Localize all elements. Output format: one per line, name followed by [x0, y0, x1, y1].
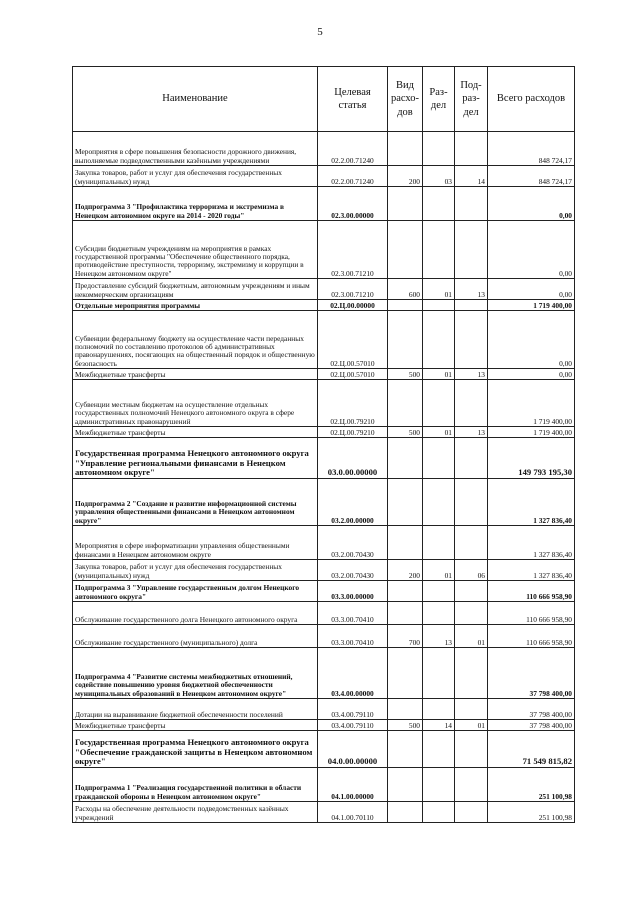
cell-target-article: 02.Ц.00.57010: [318, 311, 388, 369]
cell-total: 0,00: [488, 221, 575, 279]
cell-subsection: [455, 526, 488, 560]
cell-total: 37 798 400,00: [488, 699, 575, 720]
table-row: [73, 166, 575, 187]
cell-section: [423, 602, 455, 625]
cell-expense-type: 500: [388, 427, 423, 438]
header-expense-type: Вид расхо-дов: [388, 67, 423, 132]
cell-total: 848 724,17: [488, 166, 575, 187]
cell-name: Обслуживание государственного долга Ненецкого автономного округа: [73, 602, 318, 625]
cell-section: 01: [423, 279, 455, 300]
cell-subsection: 01: [455, 720, 488, 731]
cell-target-article: 03.3.00.00000: [318, 581, 388, 602]
cell-expense-type: 700: [388, 625, 423, 648]
cell-expense-type: [388, 132, 423, 166]
cell-total: 110 666 958,90: [488, 602, 575, 625]
cell-total: 848 724,17: [488, 132, 575, 166]
table-row: [73, 311, 575, 369]
cell-target-article: 02.Ц.00.79210: [318, 380, 388, 427]
cell-name: Дотации на выравнивание бюджетной обеспеченности поселений: [73, 699, 318, 720]
cell-subsection: 14: [455, 166, 488, 187]
cell-expense-type: [388, 221, 423, 279]
table-row: [73, 187, 575, 221]
cell-section: [423, 221, 455, 279]
cell-name: Закупка товаров, работ и услуг для обеспечения государственных (муниципальных) нужд: [73, 166, 318, 187]
table-row: [73, 369, 575, 380]
cell-expense-type: [388, 768, 423, 802]
cell-expense-type: [388, 187, 423, 221]
cell-expense-type: 200: [388, 166, 423, 187]
cell-target-article: 02.Ц.00.57010: [318, 369, 388, 380]
cell-subsection: [455, 132, 488, 166]
cell-total: 37 798 400,00: [488, 648, 575, 699]
cell-subsection: [455, 438, 488, 479]
cell-expense-type: [388, 311, 423, 369]
cell-expense-type: [388, 602, 423, 625]
cell-name: Предоставление субсидий бюджетным, автономным учреждениям и иным некоммерческим организациям: [73, 279, 318, 300]
cell-section: [423, 132, 455, 166]
cell-expense-type: 500: [388, 369, 423, 380]
cell-name: Расходы на обеспечение деятельности подведомственных казённых учреждений: [73, 802, 318, 823]
cell-name: Субвенции местным бюджетам на осуществление отдельных государственных полномочий Ненецкого автономного округа в сфере административных правонарушений: [73, 380, 318, 427]
cell-total: 71 549 815,82: [488, 731, 575, 768]
cell-expense-type: [388, 300, 423, 311]
cell-subsection: [455, 731, 488, 768]
table-row: [73, 720, 575, 731]
cell-expense-type: [388, 380, 423, 427]
cell-section: [423, 648, 455, 699]
cell-target-article: 03.2.00.00000: [318, 479, 388, 526]
table-row: [73, 300, 575, 311]
table-row: [73, 380, 575, 427]
cell-target-article: 02.2.00.71240: [318, 166, 388, 187]
table-row: [73, 221, 575, 279]
cell-name: Государственная программа Ненецкого автономного округа "Обеспечение гражданской защиты в Ненецком автономном округе": [73, 731, 318, 768]
table-row: [73, 648, 575, 699]
cell-name: Подпрограмма 3 "Управление государственным долгом Ненецкого автономного округа": [73, 581, 318, 602]
cell-target-article: 03.2.00.70430: [318, 526, 388, 560]
cell-total: 251 100,98: [488, 768, 575, 802]
cell-name: Подпрограмма 4 "Развитие системы межбюджетных отношений, содействие повышению уровня бюджетной обеспеченности муниципальных образований в Ненецком автономном округе": [73, 648, 318, 699]
table-row: [73, 279, 575, 300]
cell-expense-type: [388, 802, 423, 823]
cell-expense-type: 500: [388, 720, 423, 731]
cell-expense-type: [388, 699, 423, 720]
cell-subsection: [455, 380, 488, 427]
cell-subsection: 01: [455, 625, 488, 648]
cell-section: 01: [423, 369, 455, 380]
cell-expense-type: [388, 581, 423, 602]
table-row: [73, 526, 575, 560]
cell-subsection: [455, 479, 488, 526]
cell-total: 1 327 836,40: [488, 560, 575, 581]
cell-total: 110 666 958,90: [488, 625, 575, 648]
cell-section: [423, 479, 455, 526]
cell-target-article: 03.4.00.79110: [318, 699, 388, 720]
cell-total: 0,00: [488, 279, 575, 300]
cell-expense-type: 200: [388, 560, 423, 581]
cell-target-article: 02.3.00.71210: [318, 279, 388, 300]
cell-total: 251 100,98: [488, 802, 575, 823]
table-row: [73, 768, 575, 802]
cell-subsection: [455, 221, 488, 279]
cell-subsection: 13: [455, 279, 488, 300]
cell-total: 1 719 400,00: [488, 300, 575, 311]
cell-name: Обслуживание государственного (муниципального) долга: [73, 625, 318, 648]
cell-total: 0,00: [488, 369, 575, 380]
cell-name: Подпрограмма 3 "Профилактика терроризма и экстремизма в Ненецком автономном округе на 2014 - 2020 годы": [73, 187, 318, 221]
cell-expense-type: [388, 648, 423, 699]
cell-target-article: 03.3.00.70410: [318, 625, 388, 648]
cell-section: 14: [423, 720, 455, 731]
table-row: [73, 132, 575, 166]
cell-name: Межбюджетные трансферты: [73, 427, 318, 438]
cell-name: Мероприятия в сфере информатизации управления общественными финансами в Ненецком автономном округе: [73, 526, 318, 560]
cell-section: 01: [423, 560, 455, 581]
cell-name: Субвенции федеральному бюджету на осуществление части переданных полномочий по составлению протоколов об административных правонарушениях, посягающих на общественный порядок и общественную безопасность: [73, 311, 318, 369]
cell-section: [423, 768, 455, 802]
cell-subsection: [455, 602, 488, 625]
cell-section: [423, 581, 455, 602]
cell-target-article: 03.0.00.00000: [318, 438, 388, 479]
cell-total: 1 719 400,00: [488, 427, 575, 438]
header-target-article: Целевая статья: [318, 67, 388, 132]
cell-section: 01: [423, 427, 455, 438]
table-row: [73, 602, 575, 625]
cell-subsection: [455, 648, 488, 699]
cell-target-article: 03.2.00.70430: [318, 560, 388, 581]
header-name: Наименование: [73, 67, 318, 132]
cell-total: 0,00: [488, 311, 575, 369]
table-row: [73, 427, 575, 438]
cell-name: Подпрограмма 1 "Реализация государственной политики в области гражданской обороны в Ненецком автономном округе": [73, 768, 318, 802]
cell-total: 0,00: [488, 187, 575, 221]
cell-name: Закупка товаров, работ и услуг для обеспечения государственных (муниципальных) нужд: [73, 560, 318, 581]
table-row: [73, 438, 575, 479]
cell-target-article: 02.2.00.71240: [318, 132, 388, 166]
cell-total: 1 719 400,00: [488, 380, 575, 427]
cell-subsection: 13: [455, 427, 488, 438]
cell-subsection: [455, 187, 488, 221]
table-row: [73, 581, 575, 602]
table-row: [73, 560, 575, 581]
cell-section: [423, 380, 455, 427]
table-row: [73, 479, 575, 526]
header-section: Раз-дел: [423, 67, 455, 132]
cell-subsection: [455, 311, 488, 369]
cell-total: 149 793 195,30: [488, 438, 575, 479]
cell-name: Отдельные мероприятия программы: [73, 300, 318, 311]
cell-target-article: 02.3.00.00000: [318, 187, 388, 221]
cell-target-article: 03.3.00.70410: [318, 602, 388, 625]
table-row: [73, 802, 575, 823]
cell-total: 1 327 836,40: [488, 479, 575, 526]
header-subsection: Под-раз-дел: [455, 67, 488, 132]
cell-subsection: [455, 699, 488, 720]
cell-expense-type: [388, 526, 423, 560]
cell-subsection: [455, 768, 488, 802]
budget-table: [72, 66, 575, 823]
cell-section: [423, 802, 455, 823]
cell-subsection: [455, 581, 488, 602]
cell-expense-type: [388, 479, 423, 526]
page-number: 5: [317, 26, 323, 38]
cell-section: [423, 311, 455, 369]
cell-total: 110 666 958,90: [488, 581, 575, 602]
cell-total: 1 327 836,40: [488, 526, 575, 560]
cell-total: 37 798 400,00: [488, 720, 575, 731]
cell-target-article: 04.1.00.70110: [318, 802, 388, 823]
cell-section: [423, 731, 455, 768]
cell-expense-type: 600: [388, 279, 423, 300]
table-header-row: [73, 67, 575, 132]
cell-target-article: 04.0.00.00000: [318, 731, 388, 768]
cell-target-article: 02.Ц.00.79210: [318, 427, 388, 438]
cell-section: 13: [423, 625, 455, 648]
table-row: [73, 731, 575, 768]
cell-subsection: 06: [455, 560, 488, 581]
table-row: [73, 699, 575, 720]
cell-target-article: 04.1.00.00000: [318, 768, 388, 802]
cell-section: [423, 300, 455, 311]
header-total-expenses: Всего расходов: [488, 67, 575, 132]
cell-name: Субсидии бюджетным учреждениям на мероприятия в рамках государственной программы "Обеспечение общественного порядка, противодействие преступности, терроризму, экстремизму и коррупции в Ненецком автономном округе": [73, 221, 318, 279]
cell-name: Государственная программа Ненецкого автономного округа "Управление региональными финансами в Ненецком автономном округе": [73, 438, 318, 479]
cell-section: [423, 526, 455, 560]
cell-name: Межбюджетные трансферты: [73, 369, 318, 380]
cell-expense-type: [388, 731, 423, 768]
cell-subsection: 13: [455, 369, 488, 380]
cell-name: Межбюджетные трансферты: [73, 720, 318, 731]
cell-section: [423, 187, 455, 221]
cell-name: Мероприятия в сфере повышения безопасности дорожного движения, выполняемые подведомственными казёнными учреждениями: [73, 132, 318, 166]
cell-subsection: [455, 300, 488, 311]
cell-target-article: 02.3.00.71210: [318, 221, 388, 279]
table-row: [73, 625, 575, 648]
cell-section: 03: [423, 166, 455, 187]
cell-expense-type: [388, 438, 423, 479]
cell-target-article: 03.4.00.79110: [318, 720, 388, 731]
cell-target-article: 03.4.00.00000: [318, 648, 388, 699]
cell-section: [423, 699, 455, 720]
cell-name: Подпрограмма 2 "Создание и развитие информационной системы управления общественными финансами в Ненецком автономном округе": [73, 479, 318, 526]
cell-subsection: [455, 802, 488, 823]
cell-target-article: 02.Ц.00.00000: [318, 300, 388, 311]
cell-section: [423, 438, 455, 479]
